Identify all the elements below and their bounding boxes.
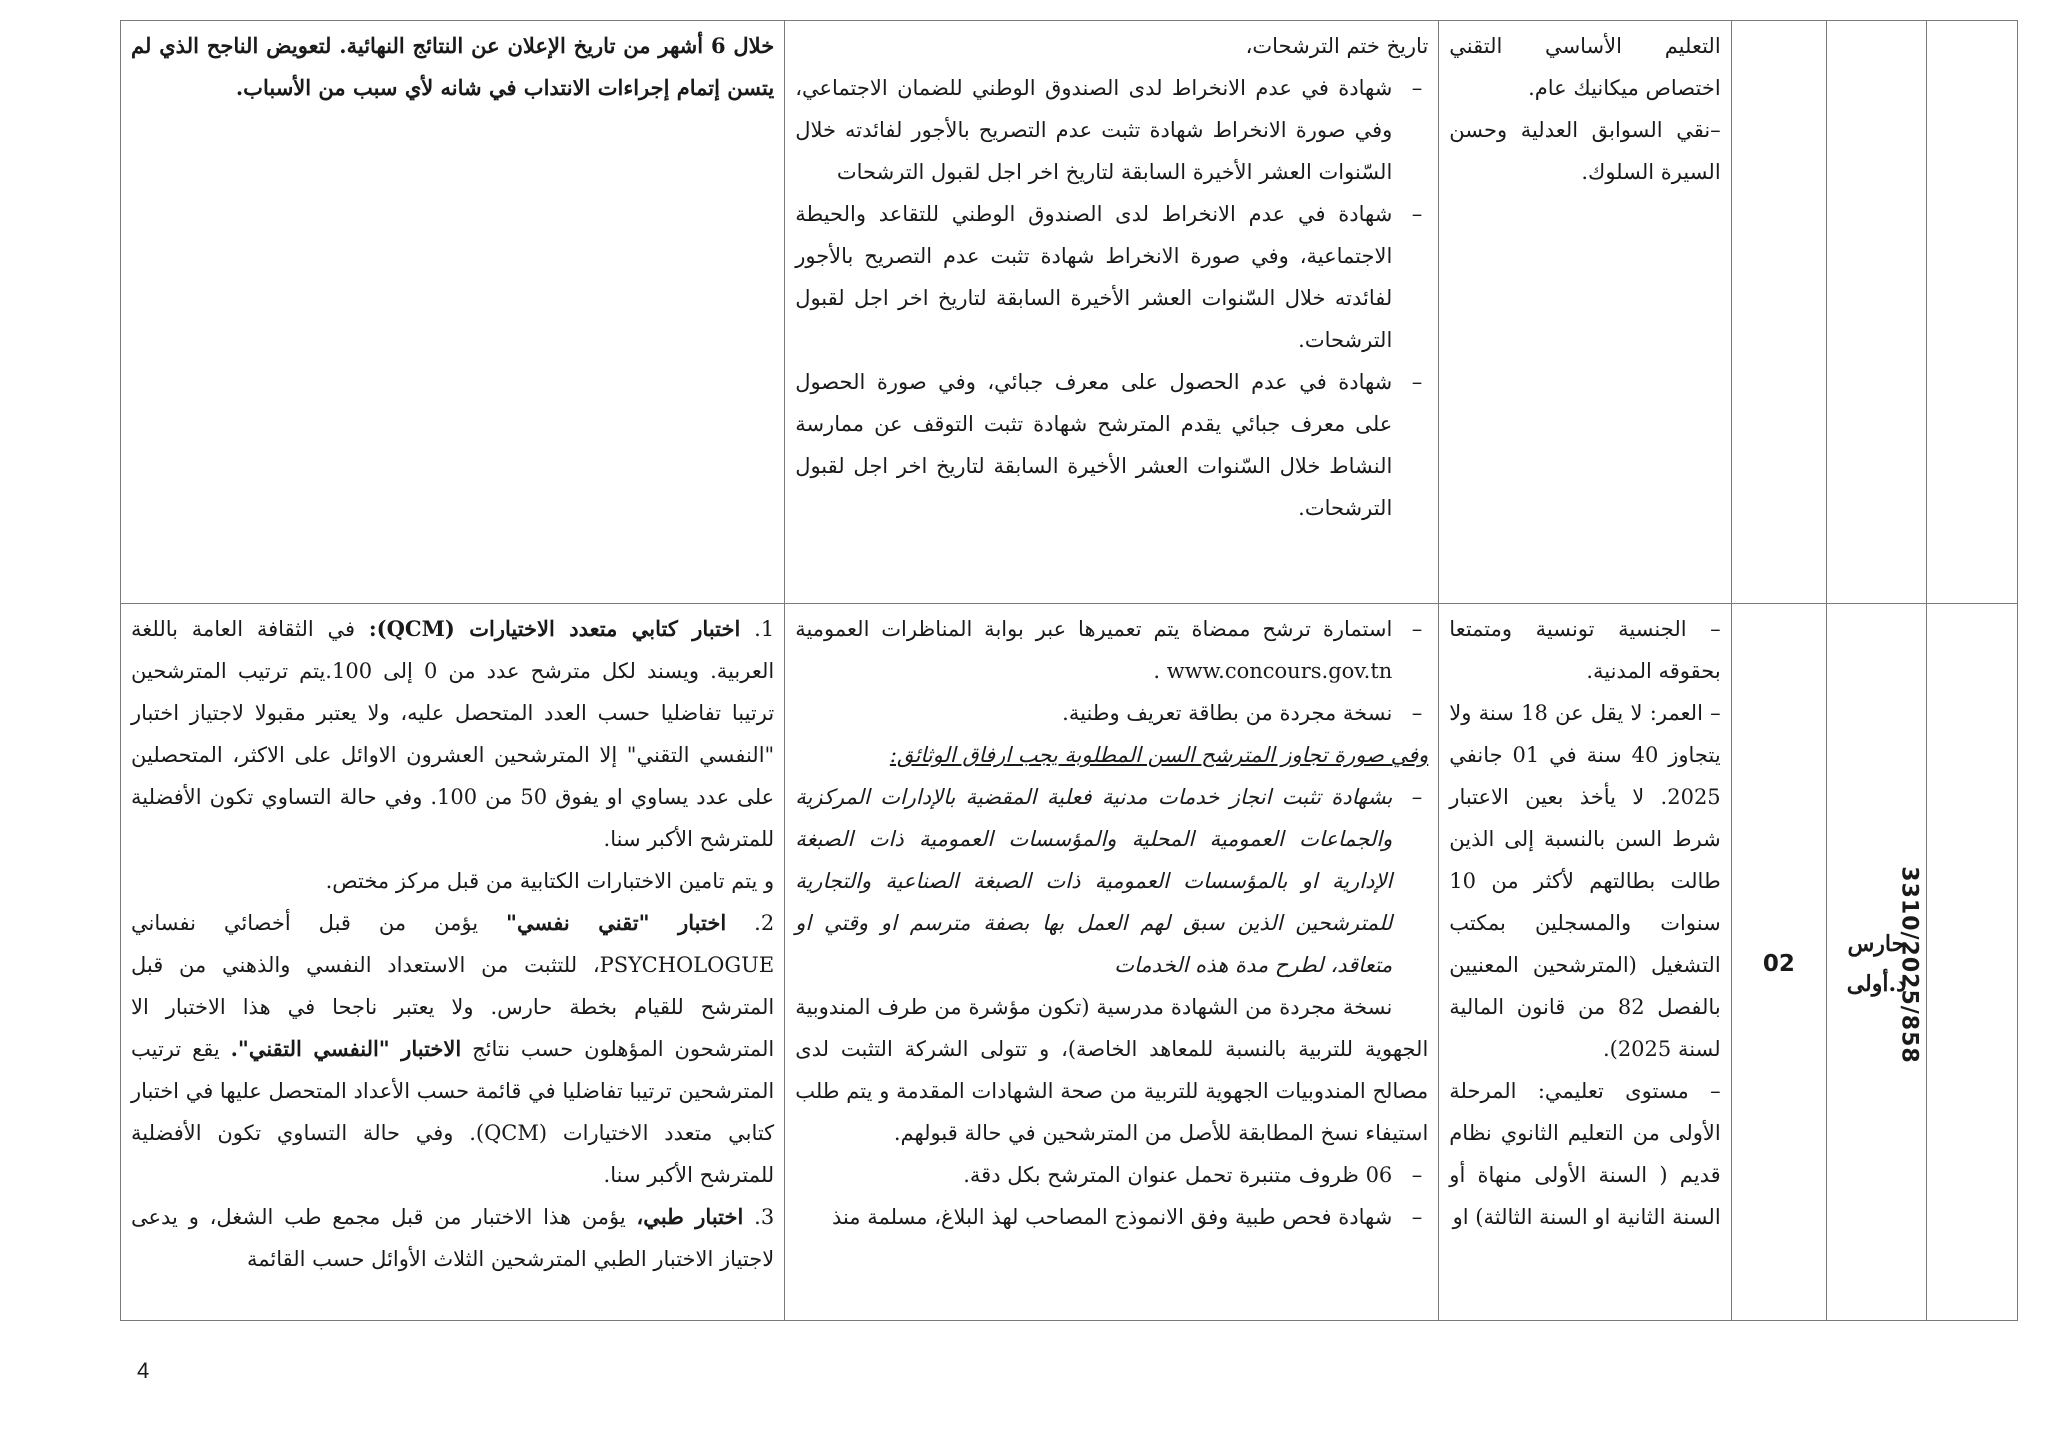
reference-cell [1926, 21, 2017, 604]
positions-count: 02 [1762, 951, 1795, 977]
documents-cell [785, 604, 1439, 1321]
condition-text: – مستوى تعليمي: المرحلة الأولى من التعليم الثانوي نظام قديم ( السنة الأولى منهاة أو السنة الثانية او السنة الثالثة) او [1449, 1079, 1721, 1229]
reference-number: 3310/2025/858 [1896, 865, 1922, 1064]
document-item: – استمارة ترشح ممضاة يتم تعميرها عبر بوابة المناظرات العمومية www.concours.gov.tn . [795, 608, 1428, 692]
test-body: يؤمن هذا الاختبار من قبل مجمع طب الشغل، و يدعى لاجتياز الاختبار الطبي المترشحين الثلاث الأوائل حسب القائمة [131, 1205, 775, 1271]
condition-text: التعليم الأساسي التقني اختصاص ميكانيك عام. [1449, 34, 1721, 100]
document-item: – نسخة مجردة من بطاقة تعريف وطنية. [795, 692, 1428, 734]
document-item: – شهادة في عدم الانخراط لدى الصندوق الوطني للضمان الاجتماعي، وفي صورة الانخراط شهادة تثبت عدم التصريح بالأجور لفائدته خلال السّنوات العشر الأخيرة السابقة لتاريخ اخر اجل لقبول الترشحات [795, 67, 1428, 193]
condition-text: –نقي السوابق العدلية وحسن السيرة السلوك. [1449, 118, 1721, 184]
test-2 [131, 902, 774, 1196]
documents-list [795, 67, 1428, 529]
rank-cell [1827, 21, 1926, 604]
tests-text: خلال 6 أشهر من تاريخ الإعلان عن النتائج النهائية. لتعويض الناجح الذي لم يتسن إتمام إجراءات الانتداب في شانه لأي سبب من الأسباب. [131, 33, 775, 100]
age-note: وفي صورة تجاوز المترشح السن المطلوبة يجب ارفاق الوثائق: [889, 743, 1429, 767]
school-certificate-note: نسخة مجردة من الشهادة مدرسية (تكون مؤشرة من طرف المندوبية الجهوية للتربية بالنسبة للمعاهد الخاصة)، و تتولى الشركة التثبت لدى مصالح المندوبيات الجهوية للتربية من صحة الشهادات المقدمة و يتم طلب استيفاء نسخ المطابقة للأصل من المترشحين في حالة قبولهم. [795, 995, 1429, 1145]
test-number: 2. [754, 911, 775, 935]
condition-text: – العمر: لا يقل عن 18 سنة ولا يتجاوز 40 سنة في 01 جانفي 2025. لا يأخذ بعين الاعتبار شرط السن بالنسبة إلى الذين طالت بطالتهم لأكثر من 10 سنوات والمسجلين بمكتب التشغيل (المترشحين المعنيين بالفصل 82 من قانون المالية لسنة 2025). [1449, 701, 1721, 1061]
document-item: – شهادة في عدم الانخراط لدى الصندوق الوطني للتقاعد والحيطة الاجتماعية، وفي صورة الانخراط شهادة تثبت عدم التصريح بالأجور لفائدته خلال السّنوات العشر الأخيرة السابقة لتاريخ اخر اجل لقبول الترشحات. [795, 193, 1428, 361]
documents-list [795, 1154, 1428, 1238]
test-emphasis: الاختبار "النفسي التقني". [230, 1036, 462, 1061]
test-1-extra: و يتم تامين الاختبارات الكتابية من قبل مركز مختص. [325, 869, 775, 893]
document-item: – 06 ظروف متنبرة تحمل عنوان المترشح بكل دقة. [795, 1154, 1428, 1196]
test-title: اختبار "تقني نفسي" [506, 910, 727, 935]
document-item: – شهادة فحص طبية وفق الانموذج المصاحب لهذ البلاغ، مسلمة منذ [795, 1196, 1428, 1238]
test-3 [131, 1196, 774, 1280]
test-number: 3. [754, 1205, 775, 1229]
documents-list [795, 776, 1428, 986]
conditions-cell [1439, 604, 1731, 1321]
documents-list [795, 608, 1428, 734]
test-body: في الثقافة العامة باللغة العربية. ويسند لكل مترشح عدد من 0 إلى 100.يتم ترتيب المترشحين ترتيبا تفاضليا حسب العدد المتحصل عليه، ولا يعتبر مقبولا لاجتياز اختبار "النفسي التقني" إلا المترشحين العشرون الاوائل على الاكثر، المتحصلين على عدد يساوي او يفوق 50 من 100. وفي حالة التساوي تكون الأفضلية للمترشح الأكبر سنا. [131, 617, 775, 851]
condition-text: – الجنسية تونسية ومتمتعا بحقوقه المدنية. [1449, 617, 1721, 683]
tests-cell [121, 21, 785, 604]
test-number: 1. [754, 617, 775, 641]
test-title: اختبار كتابي متعدد الاختيارات (QCM): [368, 616, 741, 641]
recruitment-table [120, 20, 2018, 1321]
test-body: يؤمن من قبل أخصائي نفساني PSYCHOLOGUE، للتثبت من الاستعداد النفسي والذهني من قبل المترشح للقيام بخطة حارس. ولا يعتبر ناجحا في هذا الاختبار الا المترشحون المؤهلون حسب نتائج [131, 911, 775, 1061]
table-row [121, 21, 2018, 604]
page-number: 4 [137, 1358, 150, 1383]
document-item: – شهادة في عدم الحصول على معرف جبائي، وفي صورة الحصول على معرف جبائي يقدم المترشح شهادة تثبت التوقف عن ممارسة النشاط خلال السّنوات العشر الأخيرة السابقة لتاريخ اخر اجل لقبول الترشحات. [795, 361, 1428, 529]
reference-cell [1896, 604, 2017, 1321]
test-1 [131, 608, 774, 860]
table-row [121, 604, 2018, 1321]
rank-grade: د.أولى [1846, 971, 1906, 997]
positions-cell [1731, 21, 1826, 604]
document-item: – بشهادة تثبت انجاز خدمات مدنية فعلية المقضية بالإدارات المركزية والجماعات العمومية المحلية والمؤسسات العمومية ذات الصبغة الإدارية او بالمؤسسات العمومية ذات الصبغة الصناعية والتجارية للمترشحين الذين سبق لهم العمل بها بصفة مترسم او وقتي او متعاقد، لطرح مدة هذه الخدمات [795, 776, 1428, 986]
conditions-cell [1439, 21, 1731, 604]
tests-cell [121, 604, 785, 1321]
documents-intro: تاريخ ختم الترشحات، [1245, 34, 1429, 58]
test-title: اختبار طبي، [636, 1204, 744, 1229]
rank-title: حارس [1847, 931, 1906, 957]
documents-cell [785, 21, 1439, 604]
test-body: يقع ترتيب المترشحين ترتيبا تفاضليا في قائمة حسب الأعداد المتحصل عليها في اختبار كتابي متعدد الاختيارات (QCM). وفي حالة التساوي تكون الأفضلية للمترشح الأكبر سنا. [130, 1037, 775, 1187]
